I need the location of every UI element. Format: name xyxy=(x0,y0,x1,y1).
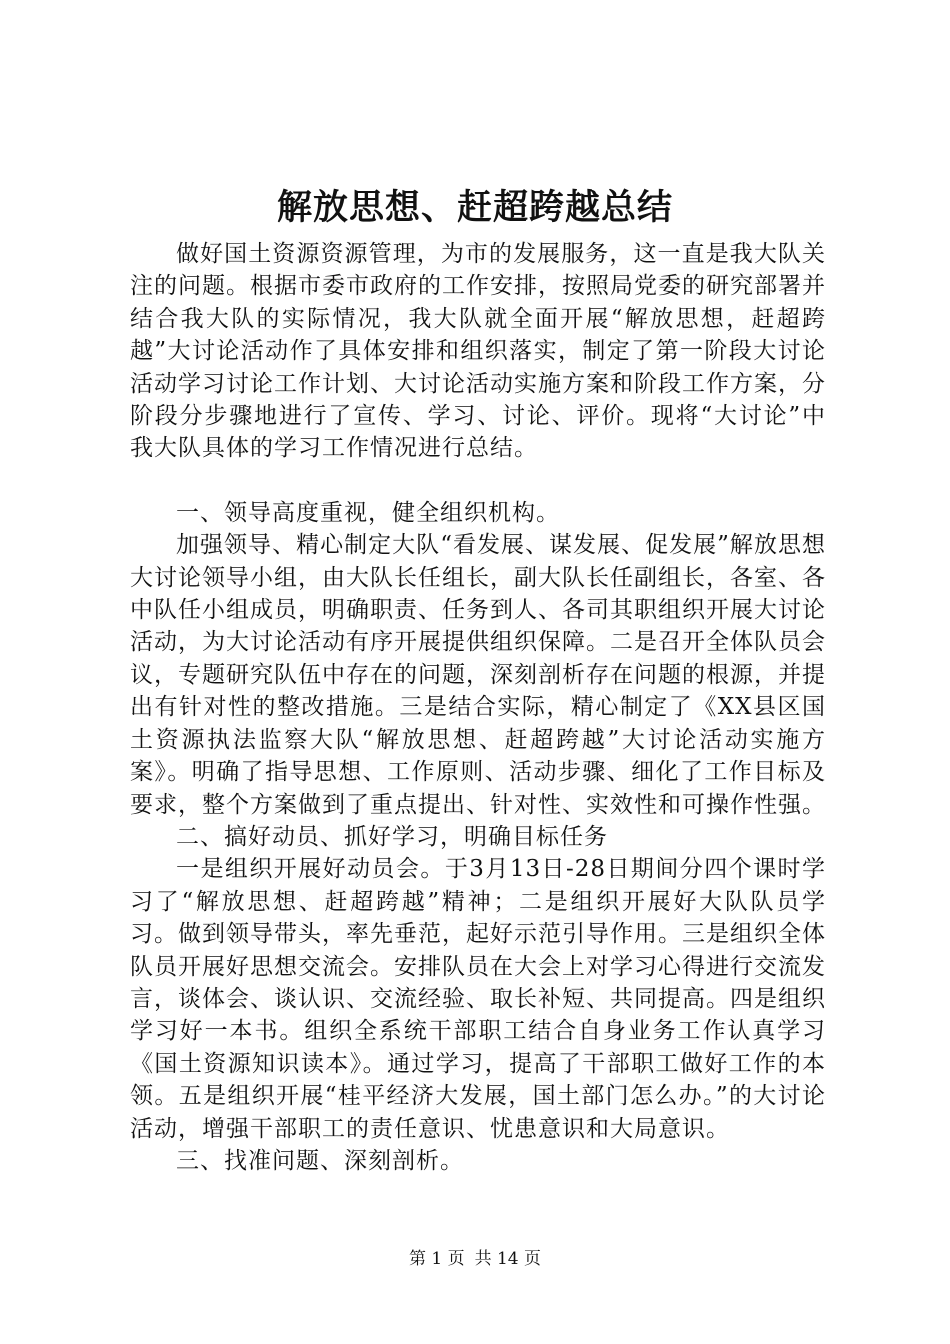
page-footer xyxy=(0,1248,950,1270)
section-2-paragraph: 一是组织开展好动员会。于3月13日-28日期间分四个课时学习了“解放思想、赶超跨越”精神；二是组织开展好大队队员学习。做到领导带头，率先垂范，起好示范引导作用。三是组织全体队员开展好思想交流会。安排队员在大会上对学习心得进行交流发言，谈体会、谈认识、交流经验、取长补短、共同提高。四是组织学习好一本书。组织全系统干部职工结合自身业务工作认真学习《国土资源知识读本》。通过学习，提高了干部职工做好工作的本领。五是组织开展“桂平经济大发展，国土部门怎么办。”的大讨论活动，增强干部职工的责任意识、忧患意识和大局意识。 xyxy=(130,856,826,1142)
intro-paragraph: 做好国土资源资源管理，为市的发展服务，这一直是我大队关注的问题。根据市委市政府的工作安排，按照局党委的研究部署并结合我大队的实际情况，我大队就全面开展“解放思想，赶超跨越”大讨论活动作了具体安排和组织落实，制定了第一阶段大讨论活动学习讨论工作计划、大讨论活动实施方案和阶段工作方案，分阶段分步骤地进行了宣传、学习、讨论、评价。现将“大讨论”中我大队具体的学习工作情况进行总结。 xyxy=(130,241,826,462)
page-number-total: 共 14 页 xyxy=(474,1249,542,1269)
section-1-paragraph: 加强领导、精心制定大队“看发展、谋发展、促发展”解放思想大讨论领导小组，由大队长任组长，副大队长任副组长，各室、各中队任小组成员，明确职责、任务到人、各司其职组织开展大讨论活动，为大讨论活动有序开展提供组织保障。二是召开全体队员会议，专题研究队伍中存在的问题，深刻剖析存在问题的根源，并提出有针对性的整改措施。三是结合实际，精心制定了《XX县区国土资源执法监察大队“解放思想、赶超跨越”大讨论活动实施方案》。明确了指导思想、工作原则、活动步骤、细化了工作目标及要求，整个方案做到了重点提出、针对性、实效性和可操作性强。 xyxy=(130,532,826,818)
document-title: 解放思想、赶超跨越总结 xyxy=(276,187,673,228)
section-heading-3: 三、找准问题、深刻剖析。 xyxy=(176,1147,464,1174)
page-number-current: 第 1 页 xyxy=(408,1249,465,1269)
document-body xyxy=(130,238,826,1177)
section-heading-1: 一、领导高度重视，健全组织机构。 xyxy=(176,499,560,526)
section-heading-2: 二、搞好动员、抓好学习，明确目标任务 xyxy=(176,823,608,850)
